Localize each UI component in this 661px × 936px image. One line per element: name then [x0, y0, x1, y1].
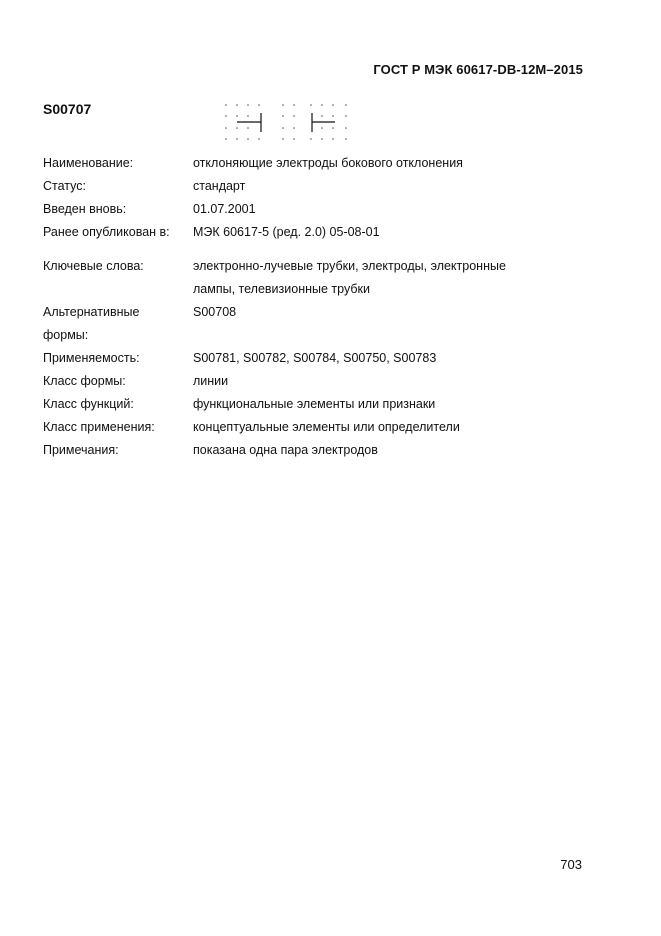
field-value: линии — [193, 374, 229, 388]
field-value-line2: лампы, телевизионные трубки — [193, 282, 370, 296]
deflection-electrodes-pair-icon — [224, 102, 354, 142]
page-number: 703 — [560, 857, 582, 872]
field-label: Применяемость: — [43, 351, 140, 365]
field-label: Класс формы: — [43, 374, 126, 388]
field-label: Введен вновь: — [43, 202, 127, 216]
field-value: концептуальные элементы или определители — [193, 420, 460, 434]
standard-header: ГОСТ Р МЭК 60617-DB-12M–2015 — [373, 62, 583, 77]
field-value: отклоняющие электроды бокового отклонения — [193, 156, 463, 170]
field-label-line1: Альтернативные — [43, 305, 140, 319]
field-label: Ранее опубликован в: — [43, 225, 170, 239]
field-label: Примечания: — [43, 443, 119, 457]
field-label: Класс применения: — [43, 420, 155, 434]
field-value: стандарт — [193, 179, 246, 193]
field-value: 01.07.2001 — [193, 202, 256, 216]
field-value: S00708 — [193, 305, 237, 319]
field-value: функциональные элементы или признаки — [193, 397, 436, 411]
field-value-line1: электронно-лучевые трубки, электроды, электронные — [193, 259, 506, 273]
field-label: Ключевые слова: — [43, 259, 144, 273]
field-label: Наименование: — [43, 156, 134, 170]
field-value: показана одна пара электродов — [193, 443, 378, 457]
symbol-code: S00707 — [43, 101, 92, 117]
field-value: МЭК 60617-5 (ред. 2.0) 05-08-01 — [193, 225, 380, 239]
field-label: Класс функций: — [43, 397, 134, 411]
field-value: S00781, S00782, S00784, S00750, S00783 — [193, 351, 437, 365]
field-label-line2: формы: — [43, 328, 89, 342]
field-label: Статус: — [43, 179, 86, 193]
